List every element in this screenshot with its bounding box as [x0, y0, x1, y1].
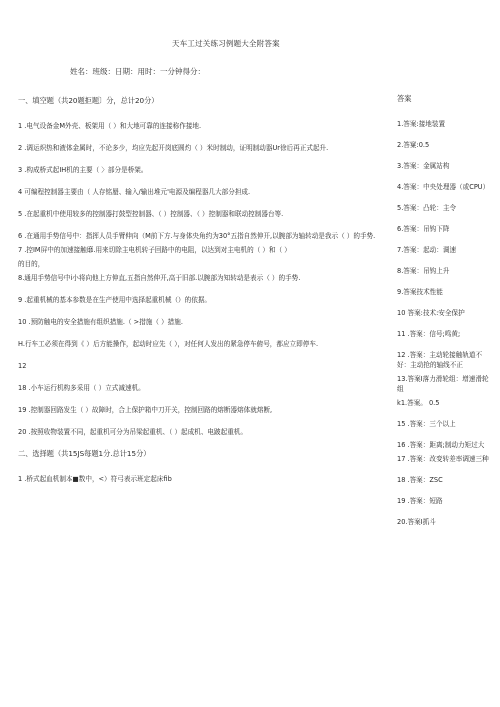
question-item: 1 .电气设备金M外壳、板架用（ ）和大地可靠的连接称作接地.: [18, 122, 202, 130]
question-item: 19 .控制器回路发生（ ）故障时，合上保护箱中刀开关，控制回路的熔断器熔体就熔断,: [18, 406, 273, 414]
answer-item: 16 .答案：距离;制动力矩过大: [397, 441, 485, 449]
answer-item: 11 .答案：信号;鸣黄;: [397, 330, 461, 338]
answer-item: 15 .答案：三个以上: [397, 420, 456, 428]
answer-item: 18 .答案：ZSC: [397, 476, 443, 484]
answer-item: 9.答案技术性能: [397, 288, 443, 296]
answer-item: 1.答案:接地装置: [397, 120, 446, 128]
answer-item: 20.答案I抓斗: [397, 518, 436, 526]
questions-column: [18, 96, 398, 496]
answer-item: k1.答案。 0.5: [397, 399, 440, 407]
answer-item: 10 答案:技术:安全保护: [397, 309, 465, 317]
answer-item: 4.答案：中央处理器（或CPU）: [397, 183, 490, 191]
question-item: 6 .在通用手势信号中：指挥人员手臂伸向（M前下方.与身体央角约为30°五指自然伸开,以腕部为轴转动是我示（ ）的手势.: [18, 232, 376, 240]
answer-item: 19 .答案：短路: [397, 497, 443, 505]
answer-item: 2.答窠:0.5: [397, 141, 430, 149]
question-item: 8.通用手势信号中i小将向他上方伸直,五指自然伸开,高于旧部.以腕部为知转动是表示（ ）的手势.: [18, 274, 301, 282]
document-title: 天车工过关练习例题大全附答案: [172, 39, 280, 48]
answer-item: 8.答案：吊钩上升: [397, 267, 450, 275]
question-item: 12: [18, 362, 27, 370]
answer-item: 5.答案：凸轮：主令: [397, 204, 457, 212]
question-item: 2 .调运炽热和液体金属时，不论多少，均应先起开岗底圆灼（ ）米时制动，证明制动器Ur徐后再正式起升.: [18, 144, 329, 152]
question-item: 18 .小车运行机构多采用（ ）立式减速机。: [18, 384, 145, 392]
answer-item: 13.答案I落力滑轮组：增速滑轮组: [397, 375, 489, 393]
answers-heading: 答案: [397, 94, 412, 103]
answer-item: 17 .答案：改变转差率调速三种: [397, 455, 489, 463]
question-item: 3 .构成桥式起IH机的主要（ 〉部分是桥架。: [18, 166, 148, 174]
student-info-line: 姓名：班级：日期：用时：一分钟得分：: [70, 67, 205, 76]
section-heading-fill-in: 一、填空题（共20题拒题〕分，总计20分）: [18, 96, 159, 105]
answer-item: 6.答案：吊钩下降: [397, 225, 450, 233]
answers-column: [397, 94, 495, 538]
question-item: 的目的，: [18, 260, 45, 268]
question-item: 5 .在起重机中使用较多的控制器打鼓型控制器、（ ）控制器、（ ）控制器和联动控制器台等.: [18, 210, 284, 218]
question-item: H.行车工必须在得到《 ）后方能操作，起动时应先（ ），对任何人发出的紧急停车俯号，都应立即停车.: [18, 340, 319, 348]
question-item: 9 .起重机械的基本参数是在生产使用中选择起重机械（）的依据。: [18, 296, 212, 304]
answer-item: 12 .答案：主动轮接触轨道不好：主动抢的轴线不正: [397, 351, 483, 369]
question-item: 20 .按照收物装置不同，起重机可分为吊梁起重机、（ ）起成机、电跛起重机。: [18, 428, 247, 436]
answer-item: 3.答案：金属站构: [397, 162, 450, 170]
answer-item: 7.答案：起动：调速: [397, 246, 457, 254]
section-heading-choice: 二、选择题（共15JS每题1分.总计15分）: [18, 449, 151, 458]
question-item: 10 .预防触电的安全措施有组织措施.（ >措施（ ）措施.: [18, 318, 183, 326]
question-item: 1 .桥式起血机制本■数中，<）符弓表示班定起床fib: [18, 475, 172, 483]
question-item: 7 .控IM屏中的加速接触靡.用来切除主电机转子回路中的电阻，以达到对主电机的（ ）和（ ）: [18, 246, 291, 254]
question-item: 4 可编程控制器主要由（ 人存铭蜃、输入/输出堆元'电源及编程器几大部分担成.: [18, 188, 251, 196]
